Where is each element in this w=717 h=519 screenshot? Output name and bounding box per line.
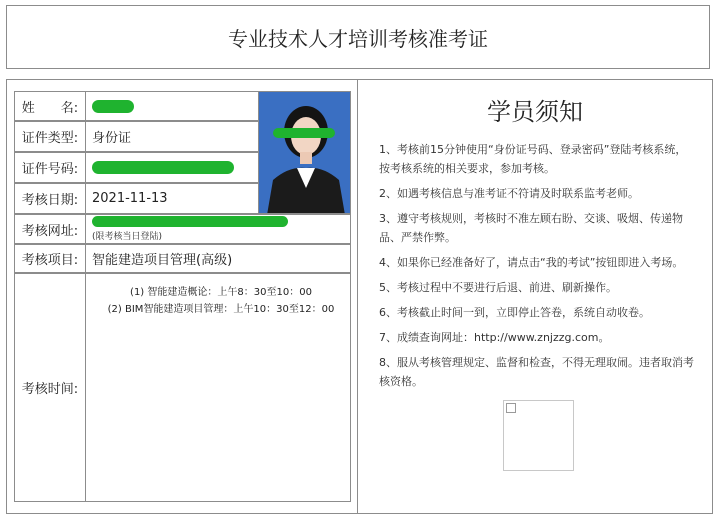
notice-title: 学员须知 <box>487 98 583 126</box>
id-number-value <box>86 153 258 182</box>
project-value: 智能建造项目管理(高级) <box>92 253 233 268</box>
admission-ticket-body <box>6 79 713 514</box>
id-number-redaction <box>92 161 234 174</box>
page-title: 专业技术人才培训考核准考证 <box>6 5 710 69</box>
broken-image-icon <box>506 403 516 413</box>
notice-item: 3、遵守考核规则，考核时不准左顾右盼、交谈、吸烟、传递物品、严禁作弊。 <box>379 212 683 244</box>
exam-time-item: (2) BIM智能建造项目管理：上午10：30至12：00 <box>107 304 335 315</box>
notice-item: 5、考核过程中不要进行后退、前进、刷新操作。 <box>379 281 617 294</box>
notice-item: 7、成绩查询网址：http://www.znjzzg.com。 <box>379 331 610 344</box>
id-number-label: 证件号码: <box>15 153 86 182</box>
column-divider <box>357 80 358 513</box>
name-label: 姓 名: <box>15 92 86 120</box>
notice-item: 2、如遇考核信息与准考证不符请及时联系监考老师。 <box>379 187 639 200</box>
id-type-value: 身份证 <box>92 131 132 146</box>
notice-list <box>379 140 695 397</box>
name-redaction <box>92 100 134 113</box>
face-redaction <box>273 128 335 138</box>
exam-date-value: 2021-11-13 <box>92 191 168 206</box>
exam-time-label: 考核时间: <box>15 274 86 501</box>
id-type-label: 证件类型: <box>15 122 86 151</box>
name-row <box>14 91 259 121</box>
notice-item: 8、服从考核管理规定、监督和检查，不得无理取闹。违者取消考核资格。 <box>379 356 694 388</box>
notice-item: 4、如果你已经准备好了，请点击“我的考试”按钮即进入考场。 <box>379 256 684 269</box>
website-label: 考核网址: <box>15 215 86 243</box>
exam-date-row <box>14 183 259 214</box>
name-value <box>86 92 258 120</box>
notice-item: 6、考核截止时间一到，立即停止答卷，系统自动收卷。 <box>379 306 650 319</box>
website-value <box>86 215 350 243</box>
exam-time-value <box>86 274 350 501</box>
exam-time-item: (1) 智能建造概论：上午8：30至10：00 <box>130 287 312 298</box>
candidate-photo <box>258 91 351 214</box>
id-type-row <box>14 121 259 152</box>
qr-code-image-placeholder <box>503 400 574 471</box>
project-label: 考核项目: <box>15 245 86 272</box>
portrait-image <box>259 92 351 214</box>
exam-time-row <box>14 273 351 502</box>
project-row <box>14 244 351 273</box>
notice-item: 1、考核前15分钟使用“身份证号码、登录密码”登陆考核系统，按考核系统的相关要求，参加考核。 <box>379 143 687 175</box>
website-row <box>14 214 351 244</box>
id-number-row <box>14 152 259 183</box>
website-note: (限考核当日登陆) <box>92 232 163 242</box>
website-redaction <box>92 216 288 227</box>
exam-date-label: 考核日期: <box>15 184 86 213</box>
